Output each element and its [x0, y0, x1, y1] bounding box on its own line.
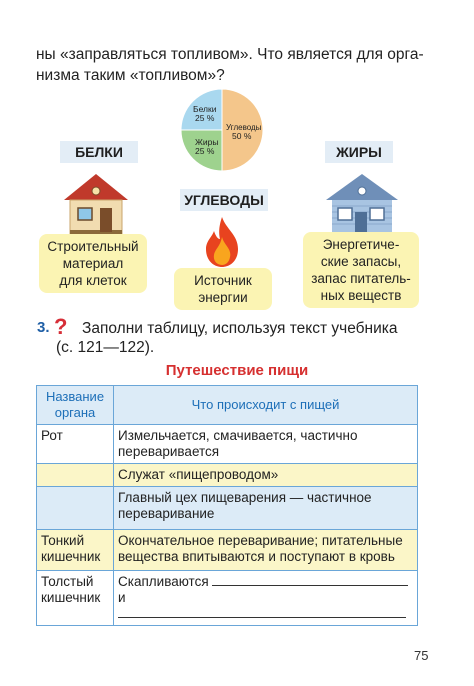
table-row	[37, 464, 418, 487]
label-fats: ЖИРЫ	[325, 141, 393, 163]
intro-line-2: низма таким «топливом»?	[36, 67, 225, 84]
note-carbs-line-1: Источник	[194, 273, 252, 288]
task-number: 3.	[37, 319, 50, 336]
note-fats-line-4: ных веществ	[320, 288, 402, 303]
note-proteins-line-2: материал	[62, 256, 124, 271]
organ-cell[interactable]: Толстый кишечник	[37, 571, 114, 626]
table-row	[37, 571, 418, 626]
pie-label-carbs-name: Углеводы	[226, 123, 262, 132]
note-fats-line-3: запас питатель-	[311, 271, 411, 286]
organ-cell[interactable]	[37, 487, 114, 530]
nutrient-pie-chart	[180, 88, 264, 172]
food-journey-table	[36, 385, 418, 626]
what-cell[interactable]: Главный цех пищеварения — частичное переваривание	[114, 487, 418, 530]
what-text: Скапливаются	[118, 574, 209, 589]
pie-label-fats-value: 25 %	[195, 146, 215, 156]
organ-cell[interactable]: Тонкий кишечник	[37, 530, 114, 571]
house-wooden-icon	[324, 170, 400, 238]
pie-label-proteins-value: 25 %	[195, 113, 215, 123]
organ-cell[interactable]	[37, 464, 114, 487]
table-row	[37, 530, 418, 571]
pie-label-proteins-name: Белки	[193, 104, 217, 114]
table-row	[37, 425, 418, 464]
what-cell[interactable]: Служат «пищепроводом»	[114, 464, 418, 487]
what-cell[interactable]: Окончательное переваривание; питательные вещества впитываются и поступают в кровь	[114, 530, 418, 571]
organ-cell[interactable]: Рот	[37, 425, 114, 464]
note-carbs-line-2: энергии	[198, 290, 248, 305]
task-text-line-1: Заполни таблицу, используя текст учебника	[82, 320, 398, 337]
house-brick-icon	[60, 170, 132, 238]
intro-text	[36, 44, 446, 86]
note-fats	[303, 232, 419, 308]
note-carbs	[174, 268, 272, 310]
note-proteins-line-1: Строительный	[47, 239, 139, 254]
table-title: Путешествие пищи	[165, 362, 309, 379]
what-cell[interactable]: Измельчается, смачивается, частично переваривается	[114, 425, 418, 464]
intro-line-1: ны «заправляться топливом». Что является для орга-	[36, 46, 424, 63]
answer-line[interactable]	[212, 585, 408, 586]
pie-label-carbs-value: 50 %	[232, 131, 252, 141]
header-organ: Название органа	[37, 386, 114, 425]
what-cell[interactable]	[114, 571, 418, 626]
note-fats-line-1: Энергетиче-	[322, 237, 400, 252]
header-what: Что происходит с пищей	[114, 386, 418, 425]
table-row	[37, 487, 418, 530]
table-header-row	[37, 386, 418, 425]
label-carbs: УГЛЕВОДЫ	[180, 189, 268, 211]
note-proteins	[39, 234, 147, 293]
pie-label-fats-name: Жиры	[195, 137, 219, 147]
page-number: 75	[414, 648, 429, 663]
what-text-2: и	[118, 590, 126, 605]
note-proteins-line-3: для клеток	[59, 273, 127, 288]
note-fats-line-2: ские запасы,	[320, 254, 402, 269]
answer-line[interactable]	[118, 617, 406, 618]
label-proteins: БЕЛКИ	[60, 141, 138, 163]
task-text-line-2: (с. 121—122).	[56, 339, 155, 356]
fire-icon	[202, 215, 242, 269]
question-icon: ?	[54, 314, 68, 339]
